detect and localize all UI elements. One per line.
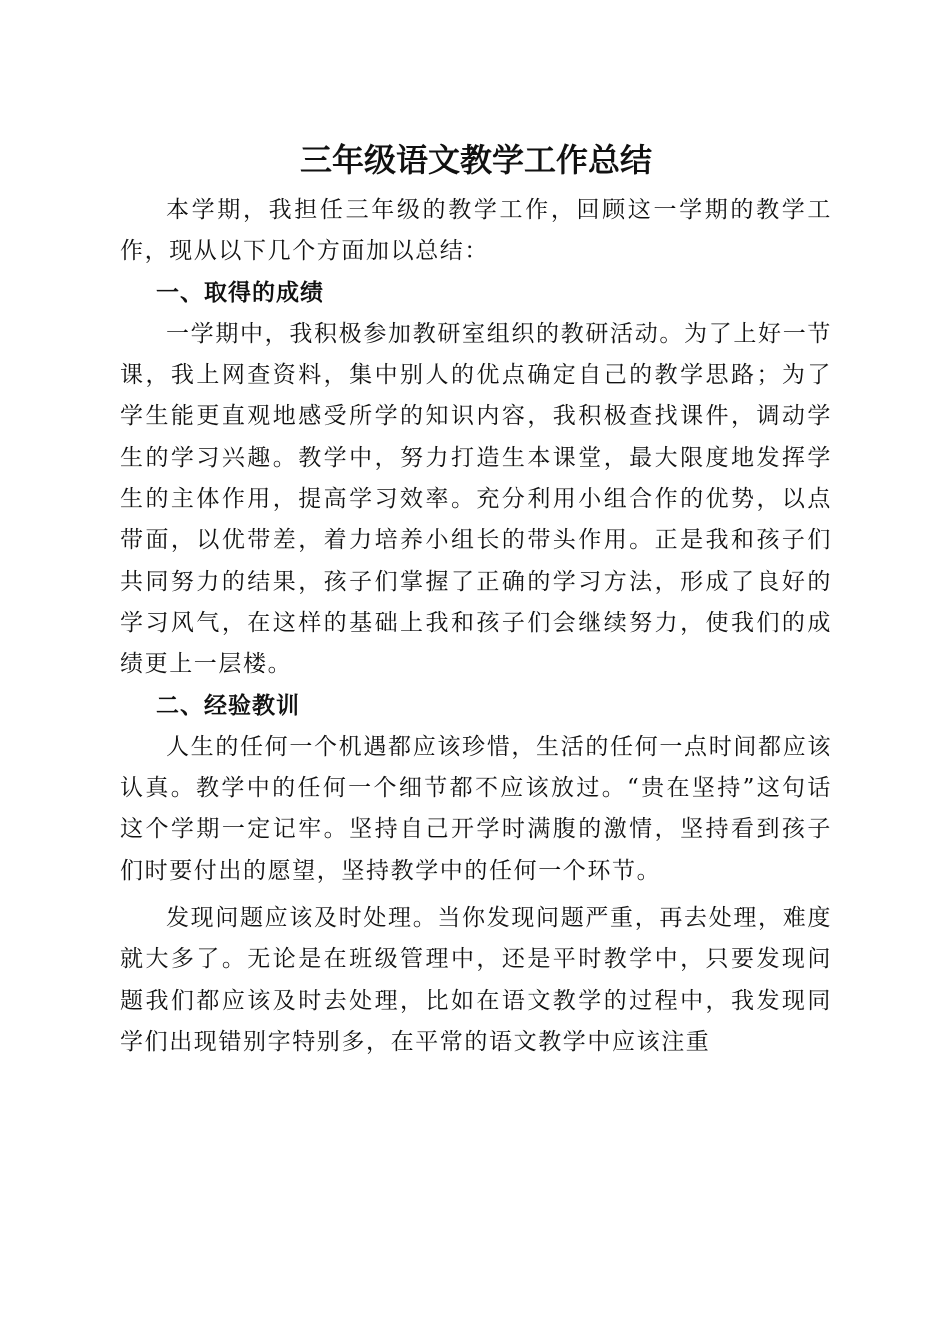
intro-paragraph: 本学期，我担任三年级的教学工作，回顾这一学期的教学工作，现从以下几个方面加以总结： xyxy=(120,197,832,265)
lessons-paragraph-2: 发现问题应该及时处理。当你发现问题严重，再去处理，难度就大多了。无论是在班级管理中，还是平时教学中，只要发现问题我们都应该及时去处理，比如在语文教学的过程中，我发现同学们出现错别字特别多，在平常的语文教学中应该注重 xyxy=(120,905,832,1055)
document-title: 三年级语文教学工作总结 xyxy=(299,141,652,179)
document-body xyxy=(120,136,832,1063)
section-heading-lessons: 二、经验教训 xyxy=(156,692,300,719)
section-heading-achievements: 一、取得的成绩 xyxy=(156,279,324,306)
lessons-paragraph-1: 人生的任何一个机遇都应该珍惜，生活的任何一点时间都应该认真。教学中的任何一个细节都不应该放过。“贵在坚持”这句话这个学期一定记牢。坚持自己开学时满腹的激情，坚持看到孩子们时要付出的愿望，坚持教学中的任何一个环节。 xyxy=(120,733,832,884)
achievements-paragraph: 一学期中，我积极参加教研室组织的教研活动。为了上好一节课，我上网查资料，集中别人的优点确定自己的教学思路；为了学生能更直观地感受所学的知识内容，我积极查找课件，调动学生的学习兴趣。教学中，努力打造生本课堂，最大限度地发挥学生的主体作用，提高学习效率。充分利用小组合作的优势，以点带面，以优带差，着力培养小组长的带头作用。正是我和孩子们共同努力的结果，孩子们掌握了正确的学习方法，形成了良好的学习风气，在这样的基础上我和孩子们会继续努力，使我们的成绩更上一层楼。 xyxy=(120,320,832,678)
